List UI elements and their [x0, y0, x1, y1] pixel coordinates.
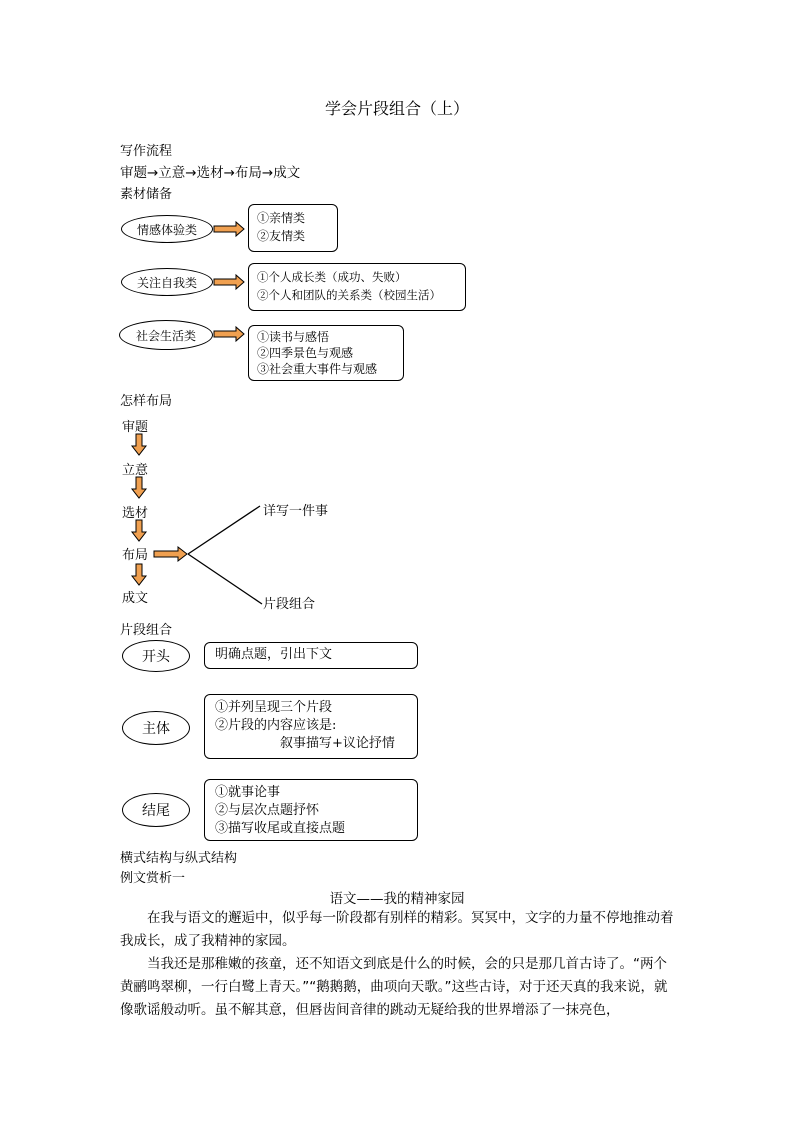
down-arrow-icon — [132, 434, 146, 455]
list-item: ②片段的内容应该是: — [215, 718, 337, 733]
list-item: ②个人和团队的关系类（校园生活） — [257, 288, 441, 302]
essay-paragraph: 在我与语文的邂逅中，似乎每一阶段都有别样的精彩。冥冥中，文字的力量不停地推动着我成长，成了我精神的家园。 — [120, 910, 674, 949]
essay-paragraph: 当我还是那稚嫩的孩童，还不知语文到底是什么的时候，会的只是那几首古诗了。“两个黄鹂鸣翠柳，一行白鹭上青天。”“鹅鹅鹅，曲项向天歌。”这些古诗，对于还天真的我来说，就像歌谣般动听。虽不解其意，但唇齿间音律的跳动无疑给我的世界增添了一抹亮色， — [120, 956, 668, 1018]
segment-opening-oval: 开头 — [122, 640, 190, 672]
segment-body-oval: 主体 — [122, 711, 190, 745]
segment-ending-box — [204, 779, 418, 841]
heading-layout: 怎样布局 — [120, 394, 173, 409]
list-item: 明确点题，引出下文 — [215, 647, 333, 662]
segment-ending-oval: 结尾 — [122, 793, 190, 827]
category-society-oval: 社会生活类 — [119, 320, 213, 350]
list-item: ③描写收尾或直接点题 — [215, 821, 346, 836]
list-item: ①亲情类 — [257, 211, 306, 225]
heading-segment: 片段组合 — [120, 623, 173, 638]
category-society-box — [248, 325, 404, 381]
right-arrow-icon — [214, 275, 244, 289]
category-self-box — [248, 263, 466, 311]
list-item: ②友情类 — [257, 229, 306, 243]
category-self-oval: 关注自我类 — [121, 268, 213, 296]
list-item: ①并列呈现三个片段 — [215, 700, 333, 715]
branch-segment-combo: 片段组合 — [263, 597, 316, 612]
category-emotion-box — [248, 204, 338, 252]
list-item: ①就事论事 — [215, 785, 281, 800]
flow-step-material: 选材 — [122, 506, 149, 521]
list-item: ①读书与感悟 — [257, 330, 330, 344]
list-item: ②四季景色与观感 — [257, 346, 354, 360]
list-item: 叙事描写+议论抒情 — [280, 736, 395, 751]
flow-step-layout: 布局 — [122, 548, 149, 563]
heading-example: 例文赏析一 — [120, 871, 186, 886]
flow-step-idea: 立意 — [122, 463, 149, 478]
right-arrow-icon — [154, 547, 187, 561]
category-emotion-oval: 情感体验类 — [121, 215, 213, 243]
right-arrow-icon — [214, 327, 244, 341]
flow-step-compose: 成文 — [122, 591, 149, 606]
down-arrow-icon — [132, 564, 146, 585]
flow-step-review: 审题 — [122, 420, 149, 435]
down-arrow-icon — [132, 520, 146, 541]
segment-opening-box — [204, 642, 418, 669]
segment-body-box — [204, 694, 418, 759]
list-item: ③社会重大事件与观感 — [257, 362, 378, 376]
heading-material: 素材储备 — [120, 187, 173, 202]
heading-writing-flow: 写作流程 — [120, 144, 173, 159]
list-item: ②与层次点题抒怀 — [215, 803, 320, 818]
list-item: ①个人成长类（成功、失败） — [257, 270, 407, 284]
right-arrow-icon — [214, 222, 244, 236]
down-arrow-icon — [132, 477, 146, 498]
essay-title: 语文——我的精神家园 — [329, 891, 465, 907]
writing-flow-steps: 审题→立意→选材→布局→成文 — [120, 165, 301, 181]
branch-detail-one-event: 详写一件事 — [263, 504, 329, 519]
page-title: 学会片段组合（上） — [324, 99, 469, 118]
heading-structure: 横式结构与纵式结构 — [120, 851, 238, 866]
